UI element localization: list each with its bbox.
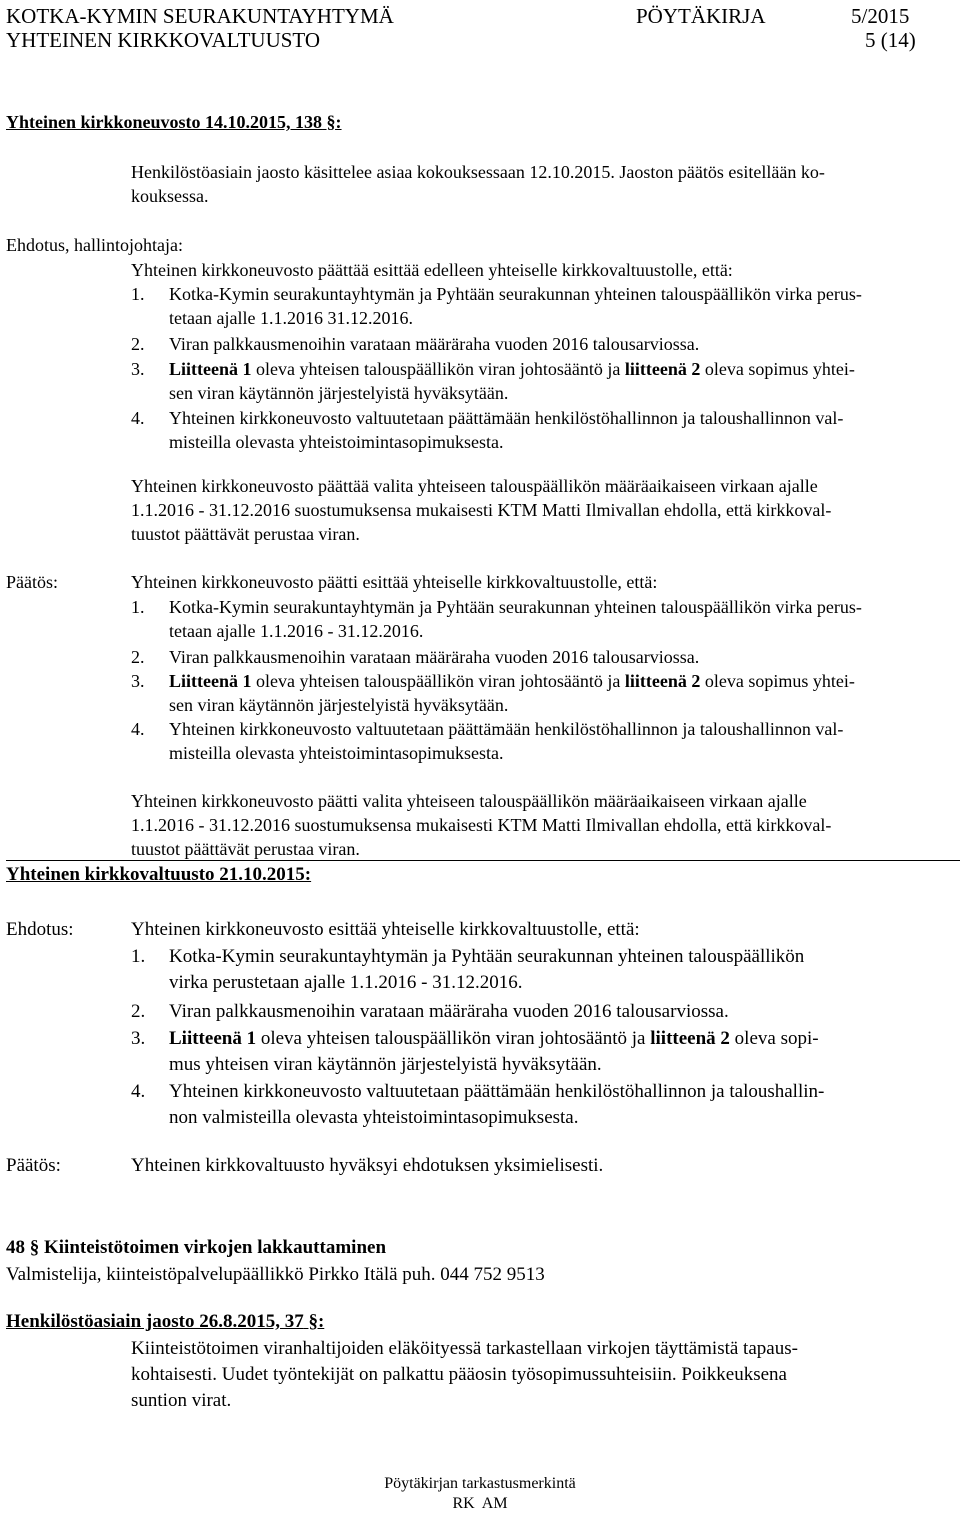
assembly-session-heading: Yhteinen kirkkovaltuusto 21.10.2015: bbox=[6, 864, 312, 885]
footer-label: Pöytäkirjan tarkastusmerkintä bbox=[384, 1475, 576, 1492]
item-48-title: 48 § Kiinteistötoimen virkojen lakkauttaminen bbox=[6, 1237, 387, 1258]
proposal-lead: Yhteinen kirkkoneuvosto päättää esittää edelleen yhteiselle kirkkovaltuustolle, että: bbox=[131, 260, 733, 280]
item-48-preparer: Valmistelija, kiinteistöpalvelupäällikkö Pirkko Itälä puh. 044 752 9513 bbox=[6, 1264, 545, 1285]
proposal-extra: Yhteinen kirkkoneuvosto päättää valita yhteiseen talouspäällikön määräaikaiseen virkaan ajalle 1.1.2016 - 31.12.2016 suostumuksensa mukaisesti KTM Matti Ilmivallan ehdolla, että kirkkoval- tuustot päättävät perustaa viran. bbox=[131, 476, 832, 544]
hr-committee-text: Kiinteistötoimen viranhaltijoiden eläköityessä tarkastellaan virkojen täyttämistä tapaus- kohtaisesti. Uudet työntekijät on palkattu pääosin työsopimussuhteisiin. Poikkeuksena suntion virat. bbox=[131, 1338, 798, 1411]
assembly-decision-label: Päätös: bbox=[6, 1155, 61, 1176]
hr-committee-heading: Henkilöstöasiain jaosto 26.8.2015, 37 §: bbox=[6, 1311, 325, 1332]
council-session-heading: Yhteinen kirkkoneuvosto 14.10.2015, 138 §: bbox=[6, 112, 342, 132]
proposal-label: Ehdotus, hallintojohtaja: bbox=[6, 235, 183, 255]
page-number: 5 (14) bbox=[865, 28, 916, 52]
divider bbox=[6, 860, 960, 861]
org-name: KOTKA-KYMIN SEURAKUNTAYHTYMÄ bbox=[6, 4, 394, 28]
assembly-proposal-label: Ehdotus: bbox=[6, 919, 74, 940]
doc-type: PÖYTÄKIRJA bbox=[636, 4, 766, 28]
assembly-decision-text: Yhteinen kirkkovaltuusto hyväksyi ehdotuksen yksimielisesti. bbox=[131, 1155, 604, 1176]
assembly-proposal-lead: Yhteinen kirkkoneuvosto esittää yhteiselle kirkkovaltuustolle, että: bbox=[131, 919, 640, 940]
section-icon: § bbox=[29, 1237, 40, 1258]
body-name: YHTEINEN KIRKKOVALTUUSTO bbox=[6, 28, 321, 52]
doc-number: 5/2015 bbox=[851, 4, 910, 28]
footer-initials: RK AM bbox=[452, 1495, 508, 1512]
decision-extra: Yhteinen kirkkoneuvosto päätti valita yhteiseen talouspäällikön määräaikaiseen virkaan ajalle 1.1.2016 - 31.12.2016 suostumuksensa mukaisesti KTM Matti Ilmivallan ehdolla, että kirkkoval- tuustot päättävät perustaa viran. bbox=[131, 791, 832, 859]
council-intro: Henkilöstöasiain jaosto käsittelee asiaa kokouksessaan 12.10.2015. Jaoston päätös esitellään ko- kouksessa. bbox=[131, 162, 825, 206]
decision-lead: Yhteinen kirkkoneuvosto päätti esittää yhteiselle kirkkovaltuustolle, että: bbox=[131, 572, 658, 592]
decision-label: Päätös: bbox=[6, 572, 58, 592]
